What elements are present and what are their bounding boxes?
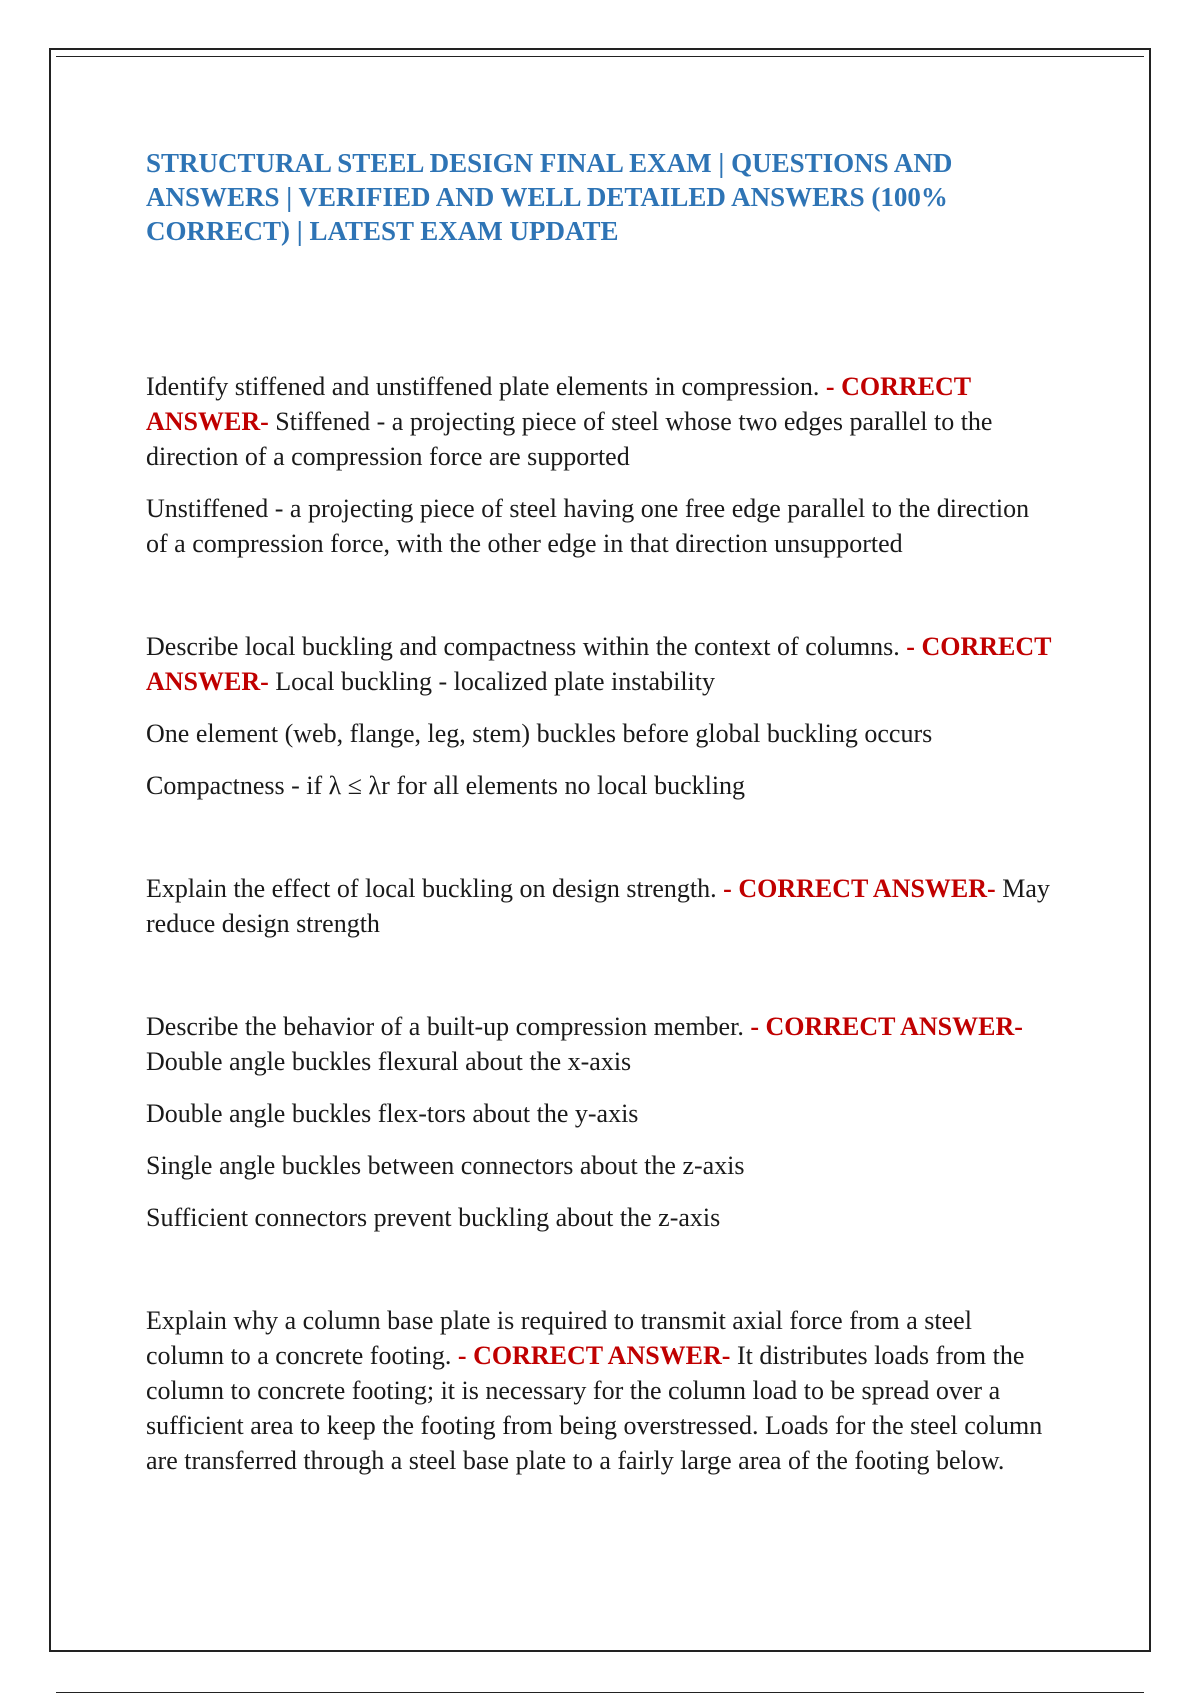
qa-item — [146, 1303, 1056, 1478]
question-text: Explain why a column base plate is required to transmit axial force from a steel column to a concrete footing. — [146, 1306, 972, 1370]
answer-text: May reduce design strength — [146, 874, 1050, 938]
frame-top-rule — [56, 56, 1144, 57]
qa-item — [146, 1009, 1056, 1235]
document-body — [146, 146, 1056, 1478]
correct-answer-marker: - CORRECT ANSWER- — [146, 632, 1051, 696]
bottom-rule — [56, 1692, 1144, 1693]
answer-continuation: Unstiffened - a projecting piece of steel having one free edge parallel to the direction of a compression force, with the other edge in that direction unsupported — [146, 494, 1030, 558]
answer-text: Double angle buckles flexural about the x-axis — [146, 1047, 632, 1076]
answer-continuation: Double angle buckles flex-tors about the y-axis — [146, 1099, 639, 1128]
answer-continuation: Sufficient connectors prevent buckling about the z-axis — [146, 1203, 721, 1232]
answer-continuation: Compactness - if λ ≤ λr for all elements no local buckling — [146, 771, 746, 800]
correct-answer-marker: - CORRECT ANSWER- — [723, 874, 996, 903]
answer-continuation: One element (web, flange, leg, stem) buckles before global buckling occurs — [146, 719, 933, 748]
correct-answer-marker: - CORRECT ANSWER- — [750, 1012, 1023, 1041]
answer-continuation: Single angle buckles between connectors about the z-axis — [146, 1151, 745, 1180]
document-title: STRUCTURAL STEEL DESIGN FINAL EXAM | QUESTIONS AND ANSWERS | VERIFIED AND WELL DETAILED ANSWERS (100% CORRECT) | LATEST EXAM UPDATE — [146, 148, 953, 246]
qa-question-paragraph — [146, 369, 1056, 474]
qa-item — [146, 629, 1056, 803]
answer-text: Local buckling - localized plate instability — [275, 667, 715, 696]
qa-question-paragraph — [146, 1009, 1056, 1079]
question-text: Explain the effect of local buckling on design strength. — [146, 874, 717, 903]
qa-question-paragraph — [146, 1303, 1056, 1478]
question-text: Describe the behavior of a built-up compression member. — [146, 1012, 744, 1041]
qa-item — [146, 871, 1056, 941]
question-text: Identify stiffened and unstiffened plate elements in compression. — [146, 372, 820, 401]
question-text: Describe local buckling and compactness within the context of columns. — [146, 632, 900, 661]
answer-text: It distributes loads from the column to concrete footing; it is necessary for the column load to be spread over a sufficient area to keep the footing from being overstressed. Loads for the steel column are transferred through a steel base plate to a fairly large area of the footing below. — [146, 1341, 1043, 1475]
qa-item — [146, 369, 1056, 561]
correct-answer-marker: - CORRECT ANSWER- — [146, 372, 971, 436]
qa-question-paragraph — [146, 629, 1056, 699]
answer-text: Stiffened - a projecting piece of steel whose two edges parallel to the direction of a compression force are supported — [146, 407, 993, 471]
correct-answer-marker: - CORRECT ANSWER- — [457, 1341, 731, 1370]
qa-question-paragraph — [146, 871, 1056, 941]
